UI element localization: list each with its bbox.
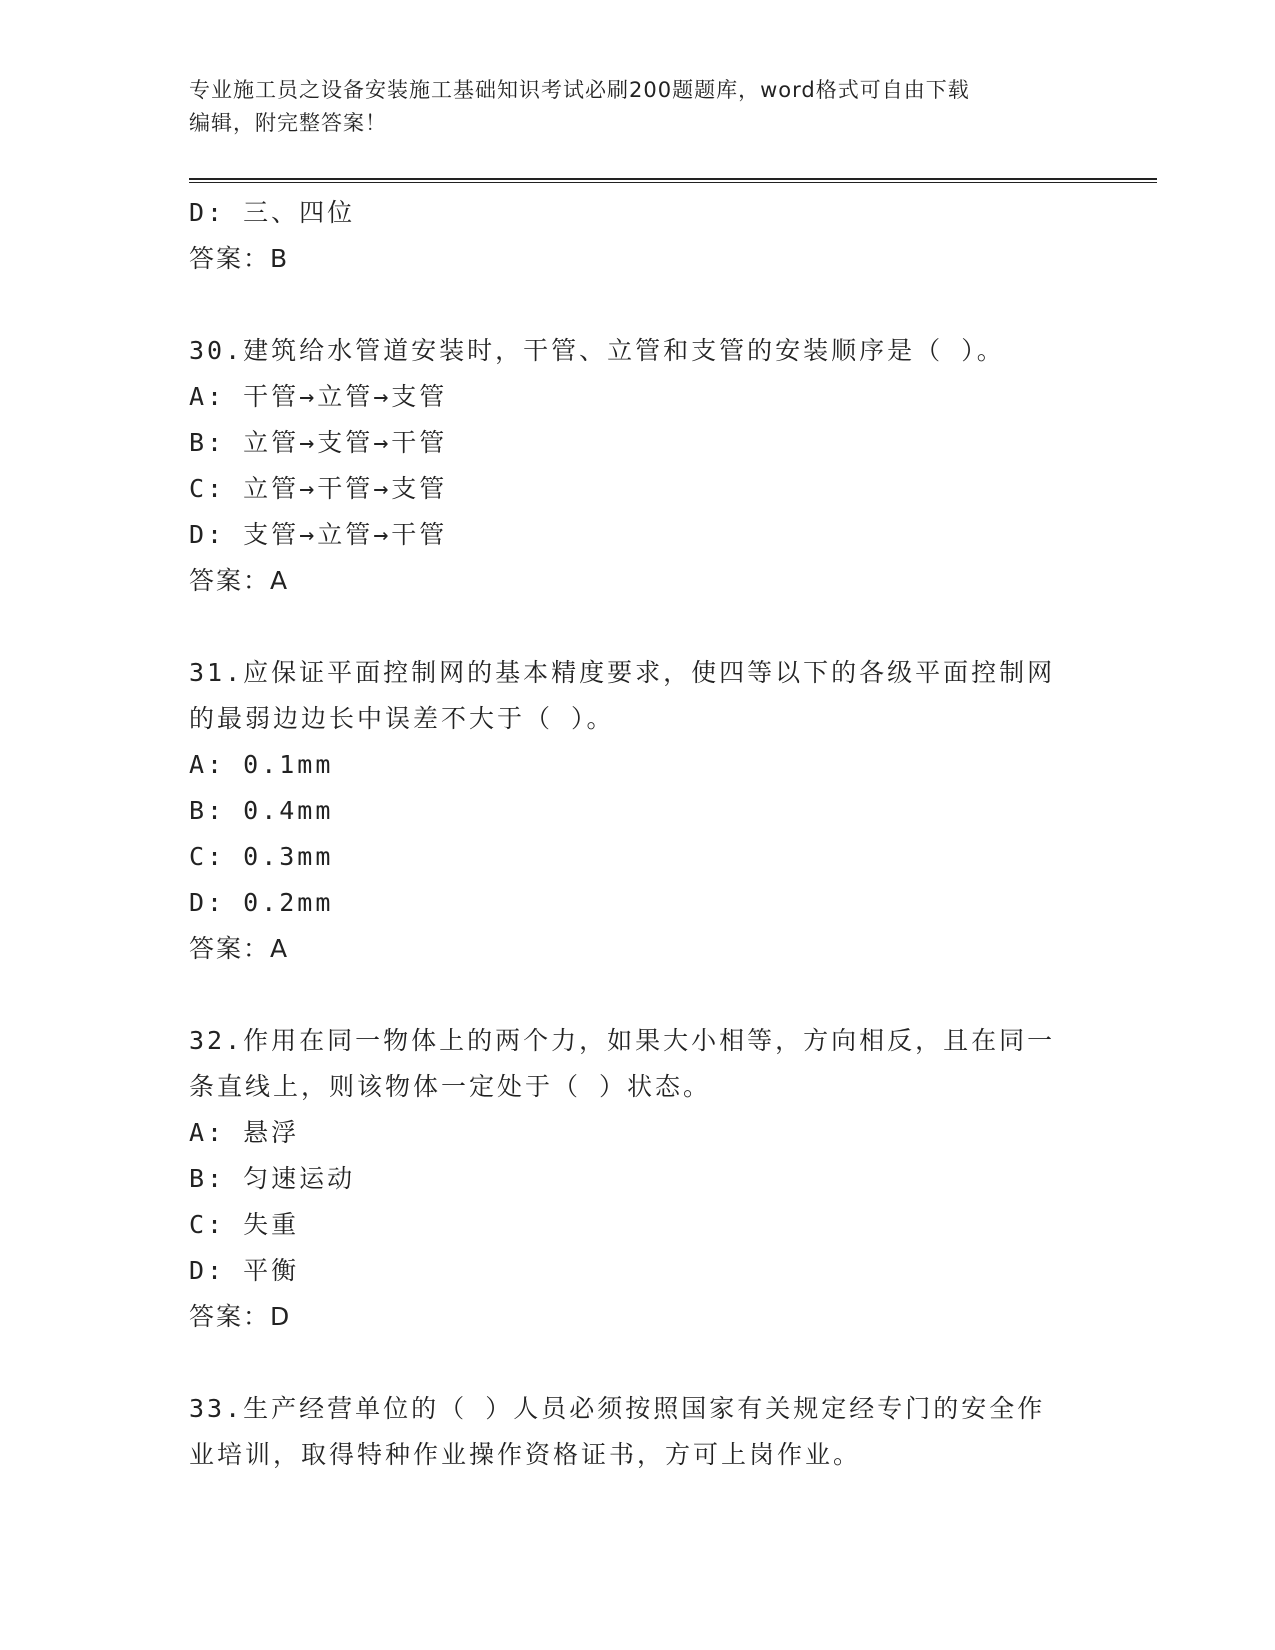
question-text-line-1: 32.作用在同一物体上的两个力，如果大小相等，方向相反，且在同一 — [189, 1026, 1056, 1055]
option-d: D: 0.2mm — [189, 888, 334, 917]
header-line-1: 专业施工员之设备安装施工基础知识考试必刷200题题库，word格式可自由下载 — [189, 78, 970, 102]
spacer — [189, 1340, 1089, 1386]
header-divider-thick — [189, 178, 1157, 180]
option-d: D: 平衡 — [189, 1256, 300, 1285]
question-text-line-1: 31.应保证平面控制网的基本精度要求，使四等以下的各级平面控制网 — [189, 658, 1056, 687]
question-text: 30.建筑给水管道安装时，干管、立管和支管的安装顺序是（ ）。 — [189, 336, 1005, 365]
question-31 — [189, 650, 1089, 972]
prev-option-d: D: 三、四位 — [189, 198, 356, 227]
document-header — [189, 74, 1089, 140]
header-divider-thin — [189, 182, 1157, 183]
option-d: D: 支管→立管→干管 — [189, 520, 448, 549]
answer: 答案：A — [189, 934, 290, 963]
spacer — [189, 282, 1089, 328]
spacer — [189, 972, 1089, 1018]
option-b: B: 立管→支管→干管 — [189, 428, 448, 457]
option-b: B: 0.4mm — [189, 796, 334, 825]
answer: 答案：D — [189, 1302, 292, 1331]
option-c: C: 失重 — [189, 1210, 300, 1239]
question-text-line-1: 33.生产经营单位的（ ）人员必须按照国家有关规定经专门的安全作 — [189, 1394, 1046, 1423]
answer: 答案：A — [189, 566, 290, 595]
option-b: B: 匀速运动 — [189, 1164, 356, 1193]
header-line-2: 编辑，附完整答案！ — [189, 111, 387, 135]
option-c: C: 0.3mm — [189, 842, 334, 871]
question-list — [189, 190, 1089, 1478]
option-a: A: 悬浮 — [189, 1118, 300, 1147]
question-30 — [189, 328, 1089, 604]
prev-answer: 答案：B — [189, 244, 290, 273]
option-a: A: 干管→立管→支管 — [189, 382, 448, 411]
option-a: A: 0.1mm — [189, 750, 334, 779]
question-33 — [189, 1386, 1089, 1478]
question-32 — [189, 1018, 1089, 1340]
question-text-line-2: 业培训，取得特种作业操作资格证书，方可上岗作业。 — [189, 1440, 862, 1469]
spacer — [189, 604, 1089, 650]
option-c: C: 立管→干管→支管 — [189, 474, 448, 503]
question-text-line-2: 的最弱边边长中误差不大于（ ）。 — [189, 704, 615, 733]
question-text-line-2: 条直线上，则该物体一定处于（ ）状态。 — [189, 1072, 712, 1101]
